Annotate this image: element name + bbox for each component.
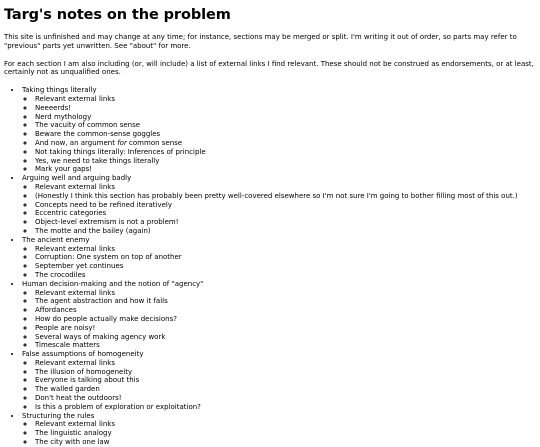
subsection-list: [22, 245, 536, 280]
subsection-link[interactable]: Timescale matters: [35, 341, 100, 350]
subsection-link[interactable]: Nerd mythology: [35, 112, 92, 121]
subsection-item: [35, 245, 536, 254]
subsection-text: common sense: [126, 138, 183, 147]
subsection-text: And now, an argument: [35, 138, 118, 147]
subsection-item: [35, 438, 536, 447]
subsection-item: [35, 95, 536, 104]
subsection-item: [35, 165, 536, 174]
subsection-item: [35, 429, 536, 438]
subsection-item: [35, 333, 536, 342]
section-link[interactable]: The ancient enemy: [22, 235, 90, 244]
subsection-item: [35, 148, 536, 157]
subsection-item: [35, 297, 536, 306]
subsection-item: [35, 183, 536, 192]
subsection-link[interactable]: Relevant external links: [35, 182, 116, 191]
section-link[interactable]: Taking things literally: [22, 86, 97, 95]
subsection-item: [35, 113, 536, 122]
subsection-link[interactable]: Beware the common-sense goggles: [35, 130, 161, 139]
links-disclaimer-paragraph: For each section I am also including (or, will include) a list of external links I find relevant. These should not be construed as endorsements, or at least, certainly not as unqualified ones.: [4, 59, 534, 77]
subsection-link[interactable]: Relevant external links: [35, 288, 116, 297]
subsection-list: [22, 420, 536, 446]
subsection-item: [35, 306, 536, 315]
subsection-link[interactable]: Relevant external links: [35, 244, 116, 253]
section-link[interactable]: Structuring the rules: [22, 411, 95, 420]
section-link[interactable]: Arguing well and arguing badly: [22, 174, 132, 183]
subsection-link[interactable]: Neeeerds!: [35, 103, 72, 112]
subsection-link[interactable]: Relevant external links: [35, 94, 116, 103]
section-item: [22, 174, 536, 236]
intro-paragraph: This site is unfinished and may change at any time; for instance, sections may be merged or split. I'm writing it out of order, so parts may refer to "previous" parts yet unwritten. See "about" for more.: [4, 33, 517, 50]
subsection-item: [35, 209, 536, 218]
subsection-item: [35, 201, 536, 210]
subsection-link[interactable]: (Honestly I think this section has probably been pretty well-covered elsewhere so I'm not sure I'm going to bother filling most of this out.): [35, 191, 518, 200]
subsection-item: [35, 385, 536, 394]
subsection-link[interactable]: [35, 139, 182, 147]
subsection-item: [35, 315, 536, 324]
section-item: [22, 412, 536, 447]
subsection-item: [35, 420, 536, 429]
subsection-link[interactable]: The city with one law: [35, 438, 110, 447]
section-link[interactable]: False assumptions of homogeneity: [22, 350, 144, 359]
subsection-link[interactable]: The motte and the bailey (again): [35, 226, 151, 235]
subsection-link[interactable]: Don't heat the outdoors!: [35, 394, 122, 403]
subsection-item: [35, 121, 536, 130]
subsection-item: [35, 253, 536, 262]
section-item: [22, 350, 536, 412]
subsection-link[interactable]: People are noisy!: [35, 323, 96, 332]
section-link[interactable]: Human decision-making and the notion of "agency": [22, 279, 204, 288]
subsection-link[interactable]: The linguistic analogy: [35, 429, 112, 438]
subsection-link[interactable]: Concepts need to be refined iteratively: [35, 200, 173, 209]
page-title: Targ's notes on the problem: [4, 7, 231, 23]
subsection-link[interactable]: September yet continues: [35, 262, 124, 271]
subsection-link[interactable]: The vacuity of common sense: [35, 121, 141, 130]
subsection-item: [35, 403, 536, 412]
subsection-item: [35, 324, 536, 333]
subsection-link[interactable]: Not taking things literally: Inferences of principle: [35, 147, 206, 156]
subsection-item: [35, 157, 536, 166]
subsection-list: [22, 95, 536, 174]
subsection-item: [35, 289, 536, 298]
subsection-link[interactable]: Yes, we need to take things literally: [35, 156, 160, 165]
emphasis-text: for: [117, 138, 127, 147]
subsection-list: [22, 359, 536, 412]
subsection-link[interactable]: The agent abstraction and how it fails: [35, 297, 168, 306]
section-item: [22, 236, 536, 280]
subsection-link[interactable]: The walled garden: [35, 385, 100, 394]
subsection-link[interactable]: Everyone is talking about this: [35, 376, 140, 385]
table-of-contents: [4, 86, 536, 447]
subsection-item: [35, 139, 536, 148]
subsection-link[interactable]: Mark your gaps!: [35, 165, 93, 174]
section-item: [22, 280, 536, 350]
subsection-item: [35, 271, 536, 280]
subsection-link[interactable]: Relevant external links: [35, 358, 116, 367]
subsection-link[interactable]: Relevant external links: [35, 420, 116, 429]
subsection-item: [35, 376, 536, 385]
subsection-link[interactable]: Eccentric categories: [35, 209, 107, 218]
subsection-item: [35, 130, 536, 139]
subsection-link[interactable]: How do people actually make decisions?: [35, 314, 177, 323]
subsection-list: [22, 289, 536, 351]
subsection-link[interactable]: The illusion of homogeneity: [35, 367, 133, 376]
subsection-item: [35, 394, 536, 403]
subsection-item: [35, 359, 536, 368]
subsection-item: [35, 341, 536, 350]
subsection-item: [35, 192, 536, 201]
subsection-item: [35, 368, 536, 377]
subsection-item: [35, 227, 536, 236]
subsection-link[interactable]: Several ways of making agency work: [35, 332, 166, 341]
subsection-link[interactable]: Corruption: One system on top of another: [35, 253, 182, 262]
subsection-link[interactable]: The crocodiles: [35, 270, 86, 279]
subsection-link[interactable]: Is this a problem of exploration or exploitation?: [35, 402, 201, 411]
subsection-item: [35, 104, 536, 113]
subsection-item: [35, 218, 536, 227]
subsection-item: [35, 262, 536, 271]
subsection-link[interactable]: Object-level extremism is not a problem!: [35, 218, 179, 227]
section-item: [22, 86, 536, 174]
subsection-link[interactable]: Affordances: [35, 306, 77, 315]
subsection-list: [22, 183, 536, 236]
